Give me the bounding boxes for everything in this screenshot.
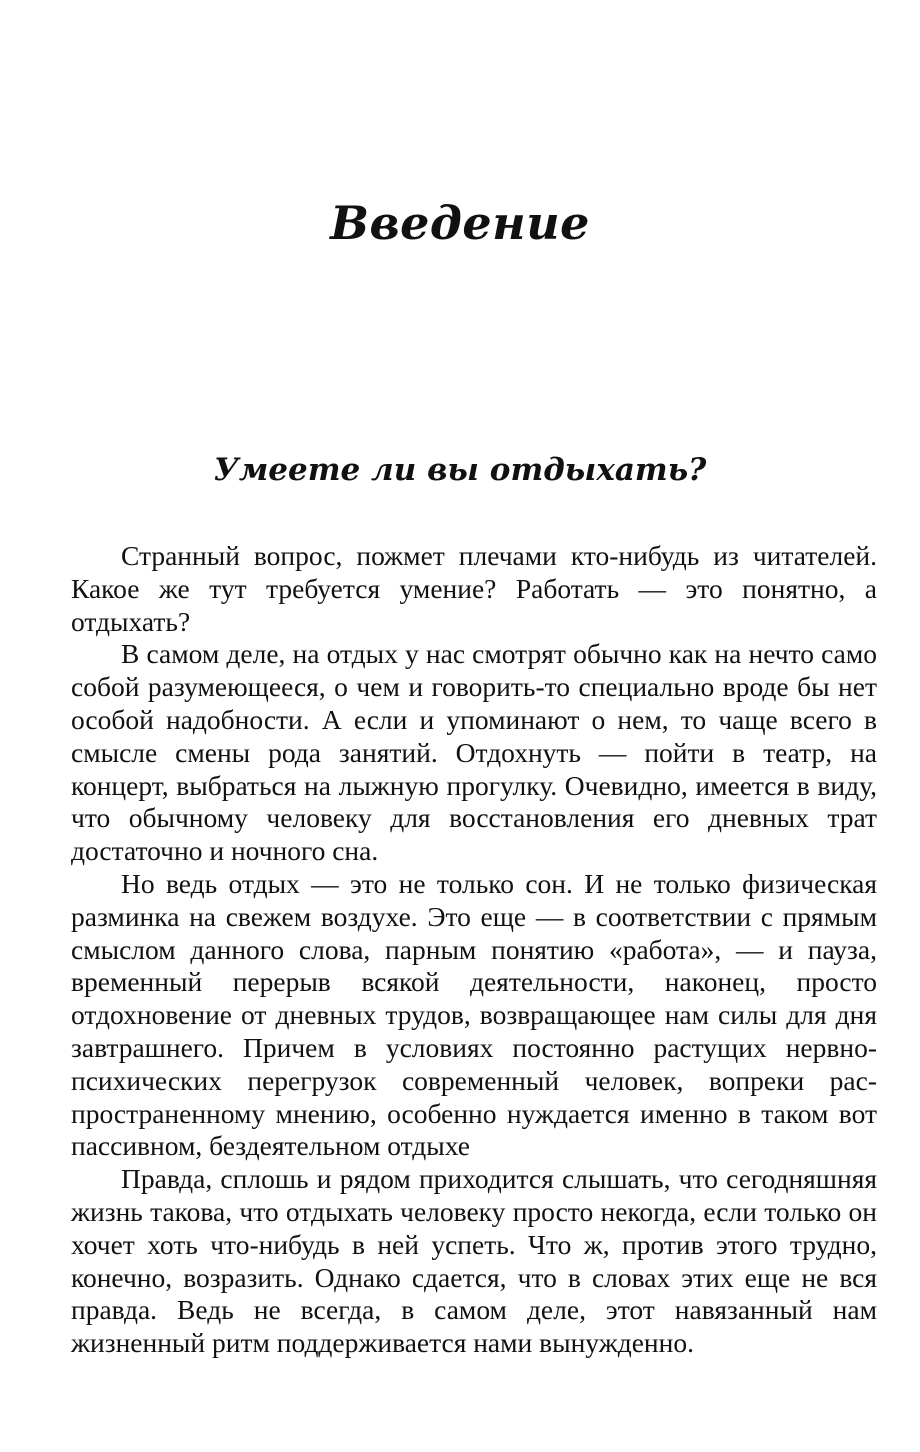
paragraph: Правда, сплошь и рядом приходится слышать, что сегодняшняя жизнь такова, что отдыхать человеку просто некогда, если только он хочет хоть что-нибудь в ней успеть. Что ж, против этого трудно, конечно, возразить. Однако сдается, что в словах этих еще не вся правда. Ведь не всегда, в самом деле, этот навязанный нам жизненный ритм поддерживается нами вынужденно. [71,1163,877,1359]
paragraph: Но ведь отдых — это не только сон. И не только физическая разминка на свежем воздухе. Это еще — в соответствии с прямым смыслом данного слова, парным понятию «работа», — и пауза, временный перерыв всякой деятельности, наконец, просто отдохновение от дневных трудов, возвращающее нам силы для дня завтрашнего. Причем в условиях постоянно растущих нервно-психических перегрузок современный человек, вопреки распространенному мнению, особенно нуждается именно в таком вот пассивном, бездеятельном отдыхе [71,867,877,1162]
paragraph: В самом деле, на отдых у нас смотрят обычно как на нечто само собой разумеющееся, о чем и говорить-то специально вроде бы нет особой надобности. А если и упоминают о нем, то чаще всего в смысле смены рода занятий. Отдохнуть — пойти в театр, на концерт, выбраться на лыжную прогулку. Очевидно, имеется в виду, что обычному человеку для восстановления его дневных трат достаточно и ночного сна. [71,638,877,867]
paragraph: Странный вопрос, пожмет плечами кто-нибудь из читателей. Какое же тут требуется умение? Работать — это понятно, а отдыхать? [71,540,877,637]
section-title: Умеете ли вы отдыхать? [213,452,707,488]
chapter-title: Введение [330,196,590,250]
body-text [71,540,877,1360]
